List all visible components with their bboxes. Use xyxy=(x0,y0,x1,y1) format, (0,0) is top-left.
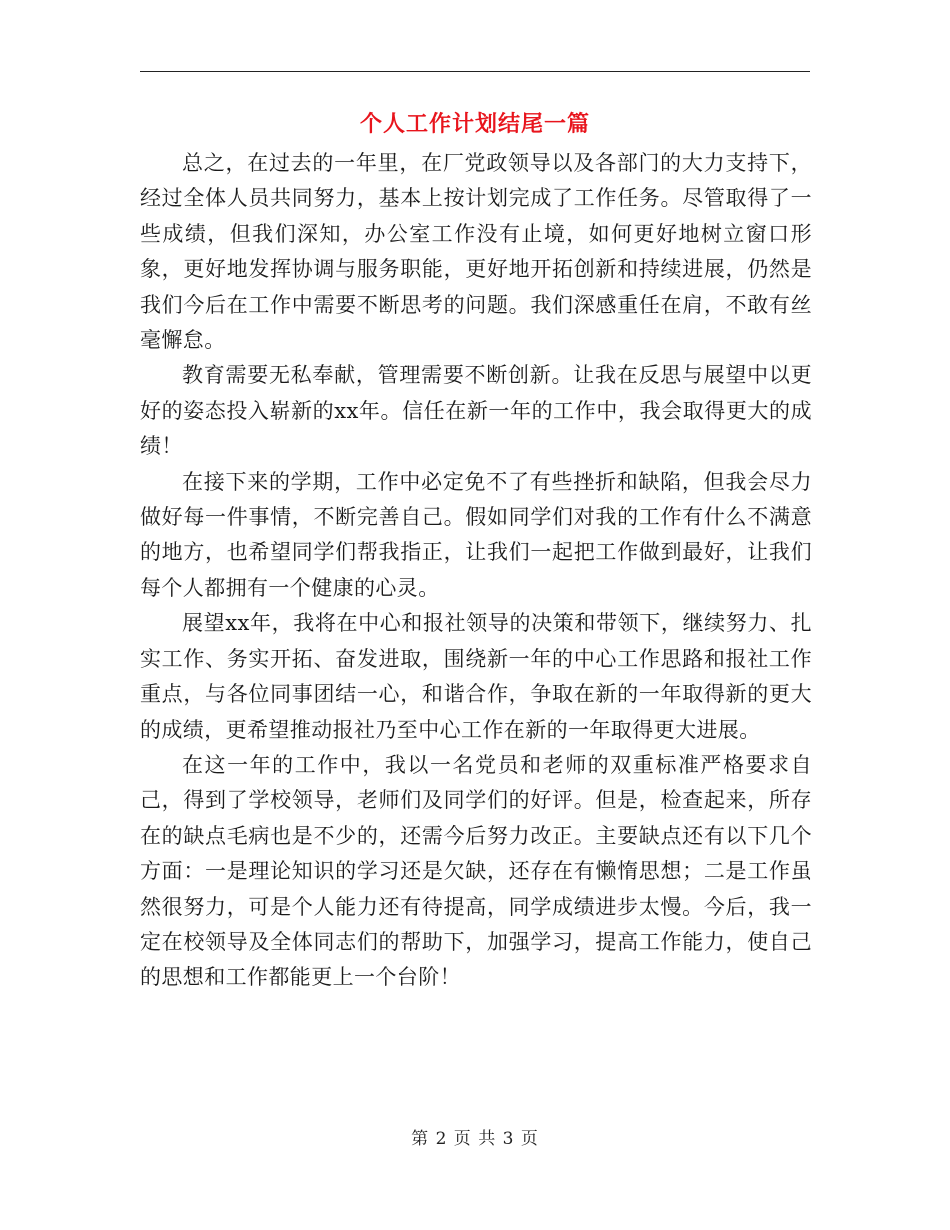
paragraph-5: 在这一年的工作中，我以一名党员和老师的双重标准严格要求自己，得到了学校领导，老师们及同学们的好评。但是，检查起来，所存在的缺点毛病也是不少的，还需今后努力改正。主要缺点还有以下几个方面：一是理论知识的学习还是欠缺，还存在有懒惰思想；二是工作虽然很努力，可是个人能力还有待提高，同学成绩进步太慢。今后，我一定在校领导及全体同志们的帮助下，加强学习，提高工作能力，使自己的思想和工作都能更上一个台阶！ xyxy=(140,752,812,990)
page-number: 第 2 页 共 3 页 xyxy=(411,1129,539,1149)
document-body xyxy=(140,146,812,996)
header-rule xyxy=(140,71,810,72)
paragraph-2: 教育需要无私奉献，管理需要不断创新。让我在反思与展望中以更好的姿态投入崭新的xx年。信任在新一年的工作中，我会取得更大的成绩！ xyxy=(140,363,812,459)
document-title: 个人工作计划结尾一篇 xyxy=(359,111,590,137)
paragraph-4: 展望xx年，我将在中心和报社领导的决策和带领下，继续努力、扎实工作、务实开拓、奋发进取，围绕新一年的中心工作思路和报社工作重点，与各位同事团结一心，和谐合作，争取在新的一年取得新的更大的成绩，更希望推动报社乃至中心工作在新的一年取得更大进展。 xyxy=(140,611,812,742)
paragraph-1: 总之，在过去的一年里，在厂党政领导以及各部门的大力支持下，经过全体人员共同努力，基本上按计划完成了工作任务。尽管取得了一些成绩，但我们深知，办公室工作没有止境，如何更好地树立窗口形象，更好地发挥协调与服务职能，更好地开拓创新和持续进展，仍然是我们今后在工作中需要不断思考的问题。我们深感重任在肩，不敢有丝毫懈怠。 xyxy=(140,151,812,353)
paragraph-3: 在接下来的学期，工作中必定免不了有些挫折和缺陷，但我会尽力做好每一件事情，不断完善自己。假如同学们对我的工作有什么不满意的地方，也希望同学们帮我指正，让我们一起把工作做到最好，让我们每个人都拥有一个健康的心灵。 xyxy=(140,469,812,600)
